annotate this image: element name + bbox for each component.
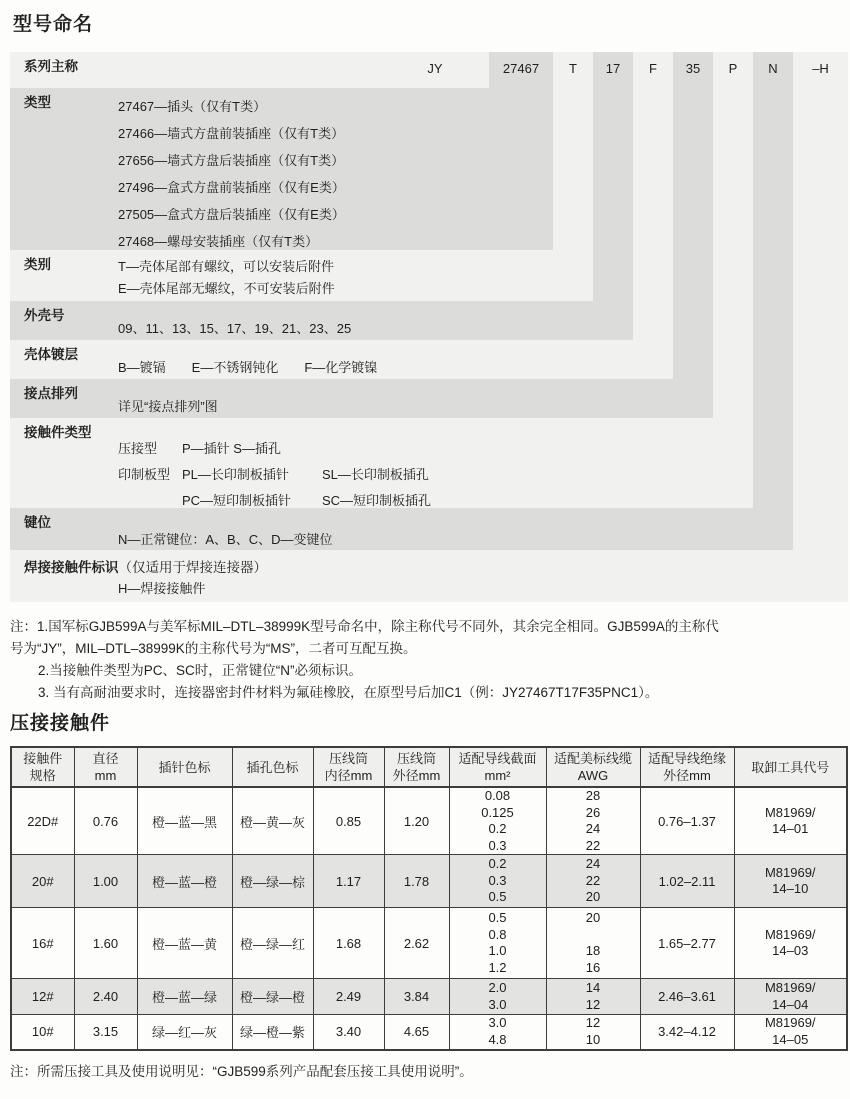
section-label: 类型 xyxy=(24,95,51,110)
table-cell: 绿—橙—紫 xyxy=(232,1015,313,1050)
table-cell: 1.17 xyxy=(313,855,384,908)
naming-diagram xyxy=(10,52,848,608)
section-line: 27656—墙式方盘后装插座（仅有T类） xyxy=(118,153,345,168)
section-line-part: PC—短印制板插针 xyxy=(182,493,292,508)
table-cell: M81969/ 14–05 xyxy=(734,1015,847,1050)
crimp-section-title: 压接接触件 xyxy=(10,713,111,734)
table-cell: M81969/ 14–10 xyxy=(734,855,847,908)
code-column-stripe xyxy=(793,52,848,602)
code-cell: JY xyxy=(427,61,443,76)
section-line: 详见“接点排列”图 xyxy=(118,399,218,414)
table-cell: 0.08 0.125 0.2 0.3 xyxy=(449,787,546,855)
table-cell: 28 26 24 22 xyxy=(546,787,640,855)
table-cell: 24 22 20 xyxy=(546,855,640,908)
section-line-part: 印制板型 xyxy=(118,467,171,482)
code-column-stripe xyxy=(673,52,713,418)
code-cell: P xyxy=(728,61,738,76)
table-cell: 0.5 0.8 1.0 1.2 xyxy=(449,908,546,979)
table-cell: 3.0 4.8 xyxy=(449,1015,546,1050)
table-cell: 绿—红—灰 xyxy=(137,1015,232,1050)
table-cell: 0.2 0.3 0.5 xyxy=(449,855,546,908)
table-cell: 1.65–2.77 xyxy=(640,908,734,979)
section-bar xyxy=(10,88,553,250)
code-column-stripe xyxy=(753,52,793,550)
table-cell: 1.00 xyxy=(74,855,137,908)
section-line: T—壳体尾部有螺纹，可以安装后附件 xyxy=(118,259,334,274)
table-cell: M81969/ 14–04 xyxy=(734,979,847,1015)
table-row xyxy=(11,855,847,908)
naming-note-line: 3. 当有高耐油要求时，连接器密封件材料为氟硅橡胶，在原型号后加C1（例：JY27467T17F35PNC1）。 xyxy=(38,685,659,700)
naming-note-line: 2.当接触件类型为PC、SC时，正常键位“N”必须标识。 xyxy=(38,663,363,678)
section-label: 接触件类型 xyxy=(24,425,92,440)
naming-section-title: 型号命名 xyxy=(13,14,94,35)
section-line xyxy=(118,464,429,483)
naming-note-line: 注：1.国军标GJB599A与美军标MIL–DTL–38999K型号命名中，除主称代号不同外，其余完全相同。GJB599A的主称代 xyxy=(10,619,719,634)
table-cell: M81969/ 14–01 xyxy=(734,787,847,855)
table-row xyxy=(11,787,847,855)
table-cell: 2.46–3.61 xyxy=(640,979,734,1015)
code-cell: 27467 xyxy=(502,61,540,76)
table-cell: 1.02–2.11 xyxy=(640,855,734,908)
table-cell: 橙—蓝—绿 xyxy=(137,979,232,1015)
section-line-part: P—插针 S—插孔 xyxy=(182,441,281,456)
crimp-contacts-table xyxy=(10,746,848,1051)
section-label: 壳体镀层 xyxy=(24,347,78,362)
section-line: 27496—盒式方盘前装插座（仅有E类） xyxy=(118,180,345,195)
table-header-cell: 适配导线绝缘 外径mm xyxy=(640,747,734,787)
table-cell: 橙—绿—棕 xyxy=(232,855,313,908)
table-cell: 3.40 xyxy=(313,1015,384,1050)
table-header-cell: 适配导线截面 mm² xyxy=(449,747,546,787)
table-body xyxy=(11,787,847,1050)
table-cell: 橙—蓝—黑 xyxy=(137,787,232,855)
table-header-cell: 压线筒 内径mm xyxy=(313,747,384,787)
table-cell: 橙—黄—灰 xyxy=(232,787,313,855)
section-label: 外壳号 xyxy=(24,308,65,323)
naming-notes xyxy=(10,616,842,704)
table-header-cell: 接触件 规格 xyxy=(11,747,74,787)
section-line xyxy=(118,438,322,457)
section-line: B—镀镉 E—不锈钢钝化 F—化学镀镍 xyxy=(118,360,378,375)
section-line: H—焊接接触件 xyxy=(118,581,206,596)
section-line-part: SC—短印制板插孔 xyxy=(322,493,432,508)
table-header-cell: 插孔色标 xyxy=(232,747,313,787)
table-header-cell: 直径 mm xyxy=(74,747,137,787)
table-cell: 20# xyxy=(11,855,74,908)
table-cell: 2.40 xyxy=(74,979,137,1015)
table-cell: 12 10 xyxy=(546,1015,640,1050)
table-cell: 3.84 xyxy=(384,979,449,1015)
code-cell: –H xyxy=(812,61,829,76)
table-note: 注：所需压接工具及使用说明见：“GJB599系列产品配套压接工具使用说明”。 xyxy=(10,1064,473,1079)
section-line-part: PL—长印制板插针 xyxy=(182,467,289,482)
section-line-part: SL—长印制板插孔 xyxy=(322,467,429,482)
table-cell: 3.15 xyxy=(74,1015,137,1050)
table-cell: 0.76 xyxy=(74,787,137,855)
table-cell: 1.60 xyxy=(74,908,137,979)
table-header-cell: 适配美标线缆 AWG xyxy=(546,747,640,787)
section-line: 27468—螺母安装插座（仅有T类） xyxy=(118,234,319,249)
table-header-cell: 取卸工具代号 xyxy=(734,747,847,787)
table-cell: 2.49 xyxy=(313,979,384,1015)
table-cell: 1.20 xyxy=(384,787,449,855)
section-line: 27505—盒式方盘后装插座（仅有E类） xyxy=(118,207,345,222)
section-line: 27467—插头（仅有T类） xyxy=(118,99,267,114)
section-bar xyxy=(10,379,713,418)
table-cell: 2.62 xyxy=(384,908,449,979)
table-cell: 0.76–1.37 xyxy=(640,787,734,855)
table-row xyxy=(11,1015,847,1050)
table-cell: 橙—绿—橙 xyxy=(232,979,313,1015)
section-line: N—正常键位：A、B、C、D—变键位 xyxy=(118,532,333,547)
section-label: 类别 xyxy=(24,257,51,272)
table-cell: M81969/ 14–03 xyxy=(734,908,847,979)
table-cell: 1.78 xyxy=(384,855,449,908)
table-cell: 橙—蓝—橙 xyxy=(137,855,232,908)
table-cell: 16# xyxy=(11,908,74,979)
section-line: 27466—墙式方盘前装插座（仅有T类） xyxy=(118,126,345,141)
table-cell: 橙—蓝—黄 xyxy=(137,908,232,979)
code-cell: 17 xyxy=(605,61,621,76)
section-line xyxy=(118,490,431,509)
section-label: 系列主称 xyxy=(24,59,78,74)
code-cell: T xyxy=(569,61,577,76)
naming-note-line: 号为“JY”，MIL–DTL–38999K的主称代号为“MS”，二者可互配互换。 xyxy=(10,641,417,656)
table-cell: 10# xyxy=(11,1015,74,1050)
section-label: 键位 xyxy=(24,515,51,530)
code-cell: F xyxy=(649,61,657,76)
table-cell: 橙—绿—红 xyxy=(232,908,313,979)
code-column-stripe xyxy=(593,52,633,340)
code-column-stripe xyxy=(633,52,673,379)
table-cell: 0.85 xyxy=(313,787,384,855)
section-label-suffix: （仅适用于焊接连接器） xyxy=(118,560,267,575)
table-cell: 3.42–4.12 xyxy=(640,1015,734,1050)
table-cell: 20 18 16 xyxy=(546,908,640,979)
table-header-cell: 插针色标 xyxy=(137,747,232,787)
code-cell: 35 xyxy=(685,61,701,76)
table-cell: 22D# xyxy=(11,787,74,855)
table-cell: 1.68 xyxy=(313,908,384,979)
table-cell: 4.65 xyxy=(384,1015,449,1050)
section-label: 接点排列 xyxy=(24,386,78,401)
section-line: 09、11、13、15、17、19、21、23、25 xyxy=(118,321,352,336)
section-line: E—壳体尾部无螺纹，不可安装后附件 xyxy=(118,281,335,296)
table-header-cell: 压线筒 外径mm xyxy=(384,747,449,787)
table-cell: 2.0 3.0 xyxy=(449,979,546,1015)
section-line-part: 压接型 xyxy=(118,441,158,456)
table-row xyxy=(11,979,847,1015)
table-row xyxy=(11,908,847,979)
table-cell: 14 12 xyxy=(546,979,640,1015)
code-cell: N xyxy=(768,61,778,76)
table-cell: 12# xyxy=(11,979,74,1015)
section-label: 焊接接触件标识（仅适用于焊接连接器） xyxy=(24,560,267,575)
table-header xyxy=(11,747,847,787)
